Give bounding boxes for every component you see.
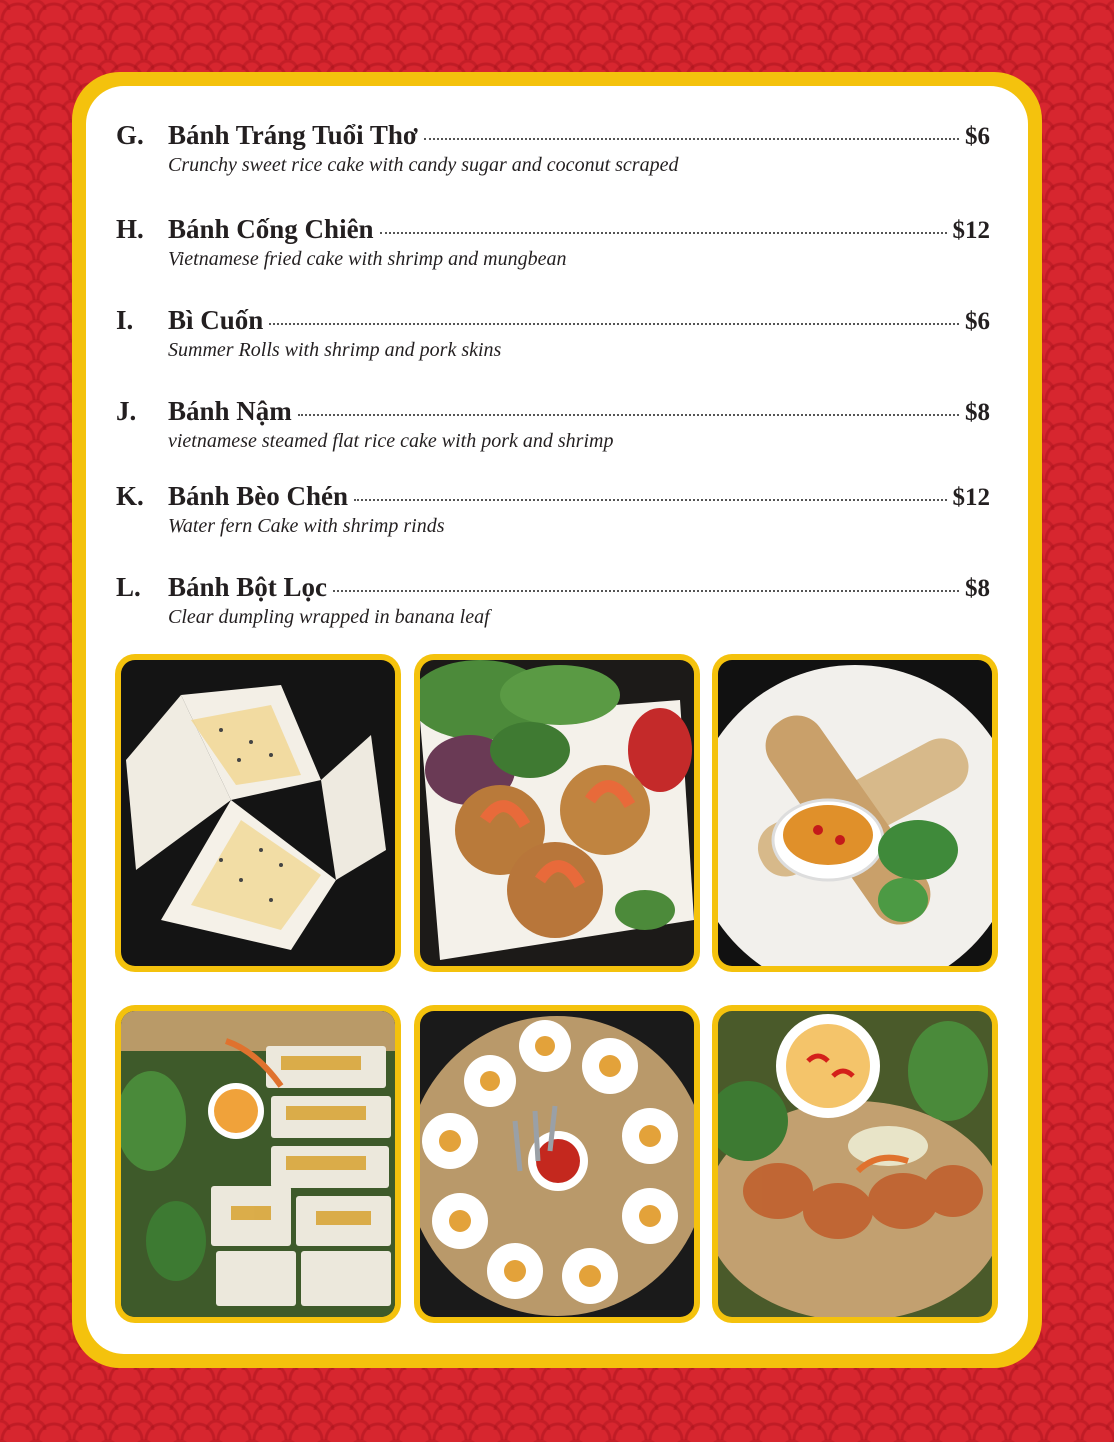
item-price: $8 (965, 575, 990, 602)
item-letter: K. (116, 481, 144, 511)
menu-item-k (116, 481, 990, 537)
item-description: Vietnamese fried cake with shrimp and mungbean (168, 248, 567, 270)
item-description: Summer Rolls with shrimp and pork skins (168, 339, 502, 361)
item-letter: L. (116, 572, 141, 602)
menu-item-j (116, 396, 990, 452)
item-name: Bì Cuốn (168, 305, 264, 335)
dotted-leader (333, 590, 959, 592)
dotted-leader (354, 499, 946, 501)
item-price: $8 (965, 399, 990, 426)
dotted-leader (298, 414, 959, 416)
item-price: $12 (952, 484, 990, 511)
item-name: Bánh Bèo Chén (168, 481, 349, 511)
item-price: $12 (952, 217, 990, 244)
dotted-leader (269, 323, 959, 325)
item-letter: G. (116, 120, 144, 150)
menu-item-i (116, 305, 990, 361)
item-description: vietnamese steamed flat rice cake with pork and shrimp (168, 430, 614, 452)
item-letter: J. (116, 396, 137, 426)
photo-banh-trang (115, 654, 401, 972)
menu-item-h (116, 214, 990, 270)
item-name: Bánh Nậm (168, 396, 292, 426)
item-price: $6 (965, 308, 990, 335)
menu-item-g (116, 120, 990, 176)
photo-bi-cuon (712, 654, 998, 972)
item-description: Crunchy sweet rice cake with candy sugar and coconut scraped (168, 154, 679, 176)
item-description: Clear dumpling wrapped in banana leaf (168, 606, 490, 628)
dotted-leader (424, 138, 959, 140)
dotted-leader (380, 232, 947, 234)
photo-banh-beo (414, 1005, 700, 1323)
item-price: $6 (965, 123, 990, 150)
item-name: Bánh Cống Chiên (168, 214, 374, 244)
item-name: Bánh Tráng Tuổi Thơ (168, 120, 418, 150)
menu-item-l (116, 572, 990, 628)
item-letter: I. (116, 305, 134, 335)
photo-banh-nam (115, 1005, 401, 1323)
item-letter: H. (116, 214, 144, 244)
photo-banh-bot-loc (712, 1005, 998, 1323)
item-description: Water fern Cake with shrimp rinds (168, 515, 445, 537)
item-name: Bánh Bột Lọc (168, 572, 328, 602)
photo-banh-cong (414, 654, 700, 972)
